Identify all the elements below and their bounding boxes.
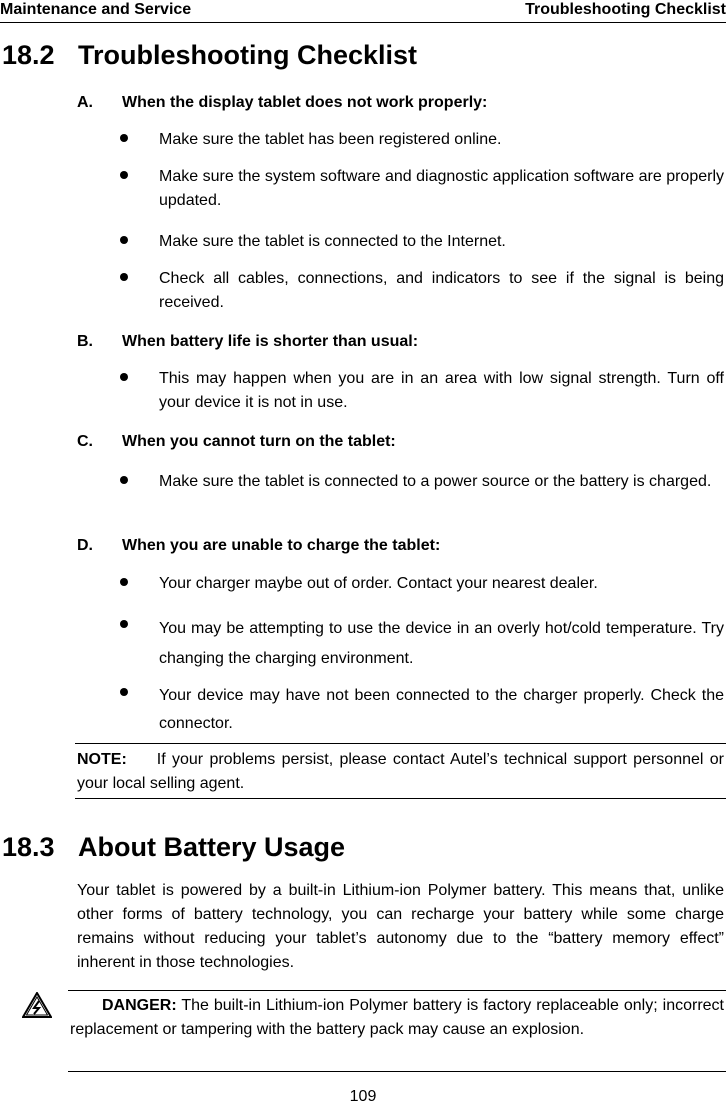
bullet-icon <box>120 273 128 281</box>
running-header <box>0 0 726 23</box>
checklist-letter: A. <box>77 94 93 111</box>
section-heading-18-2 <box>2 39 417 71</box>
checklist-letter: C. <box>77 433 93 450</box>
bullet-icon <box>120 373 128 381</box>
bullet-icon <box>120 620 128 628</box>
note-text-block <box>77 748 724 796</box>
checklist-letter: D. <box>77 537 93 554</box>
list-item-text: Check all cables, connections, and indicators to see if the signal is being received. <box>159 270 724 311</box>
checklist-heading-d <box>77 536 440 556</box>
list-item-text: Make sure the tablet has been registered online. <box>159 131 502 148</box>
warning-icon <box>22 992 52 1018</box>
header-chapter: Maintenance and Service <box>0 1 192 18</box>
list-item-text: Your charger maybe out of order. Contact your nearest dealer. <box>159 575 598 592</box>
danger-box <box>68 990 726 1072</box>
section-title: About Battery Usage <box>78 832 346 862</box>
list-item-text: You may be attempting to use the device in an overly hot/cold temperature. Try changing the charging environment. <box>159 620 724 667</box>
danger-label: DANGER: <box>102 997 177 1014</box>
checklist-heading-text: When battery life is shorter than usual: <box>122 333 419 350</box>
list-item-text: Make sure the system software and diagnostic application software are properly updated. <box>159 168 724 209</box>
note-text: If your problems persist, please contact Autel’s technical support personnel or your local selling agent. <box>77 751 724 792</box>
list-item-text: Make sure the tablet is connected to a power source or the battery is charged. <box>159 473 712 490</box>
note-box <box>75 743 726 799</box>
checklist-heading-text: When you cannot turn on the tablet: <box>122 433 396 450</box>
bullet-icon <box>120 171 128 179</box>
bullet-icon <box>120 578 128 586</box>
section-title: Troubleshooting Checklist <box>78 40 418 70</box>
checklist-heading-b <box>77 332 418 352</box>
section-number: 18.3 <box>2 832 55 862</box>
bullet-icon <box>120 236 128 244</box>
header-section: Troubleshooting Checklist <box>525 1 726 18</box>
checklist-letter: B. <box>77 333 93 350</box>
bullet-icon <box>120 476 128 484</box>
note-label: NOTE: <box>77 751 127 768</box>
section-number: 18.2 <box>2 40 55 70</box>
list-item-text: Your device may have not been connected to the charger properly. Check the connector. <box>159 687 724 732</box>
page-number: 109 <box>349 1088 377 1105</box>
list-item-text: Make sure the tablet is connected to the Internet. <box>159 233 506 250</box>
section-heading-18-3 <box>2 831 345 863</box>
danger-text: The built-in Lithium-ion Polymer battery is factory replaceable only; incorrect replacement or tampering with the battery pack may cause an explosion. <box>70 997 724 1038</box>
checklist-heading-text: When you are unable to charge the tablet: <box>122 537 441 554</box>
bullet-icon <box>120 688 128 696</box>
checklist-heading-a <box>77 93 487 113</box>
checklist-heading-text: When the display tablet does not work properly: <box>122 94 488 111</box>
bullet-icon <box>120 134 128 142</box>
battery-paragraph: Your tablet is powered by a built-in Lithium-ion Polymer battery. This means that, unlike other forms of battery technology, you can recharge your battery while some charge remains without reducing your tablet’s autonomy due to the “battery memory effect” inherent in those technologies. <box>77 882 724 971</box>
checklist-heading-c <box>77 432 396 452</box>
list-item-text: This may happen when you are in an area with low signal strength. Turn off your device it is not in use. <box>159 370 724 411</box>
danger-text-block <box>70 994 724 1042</box>
